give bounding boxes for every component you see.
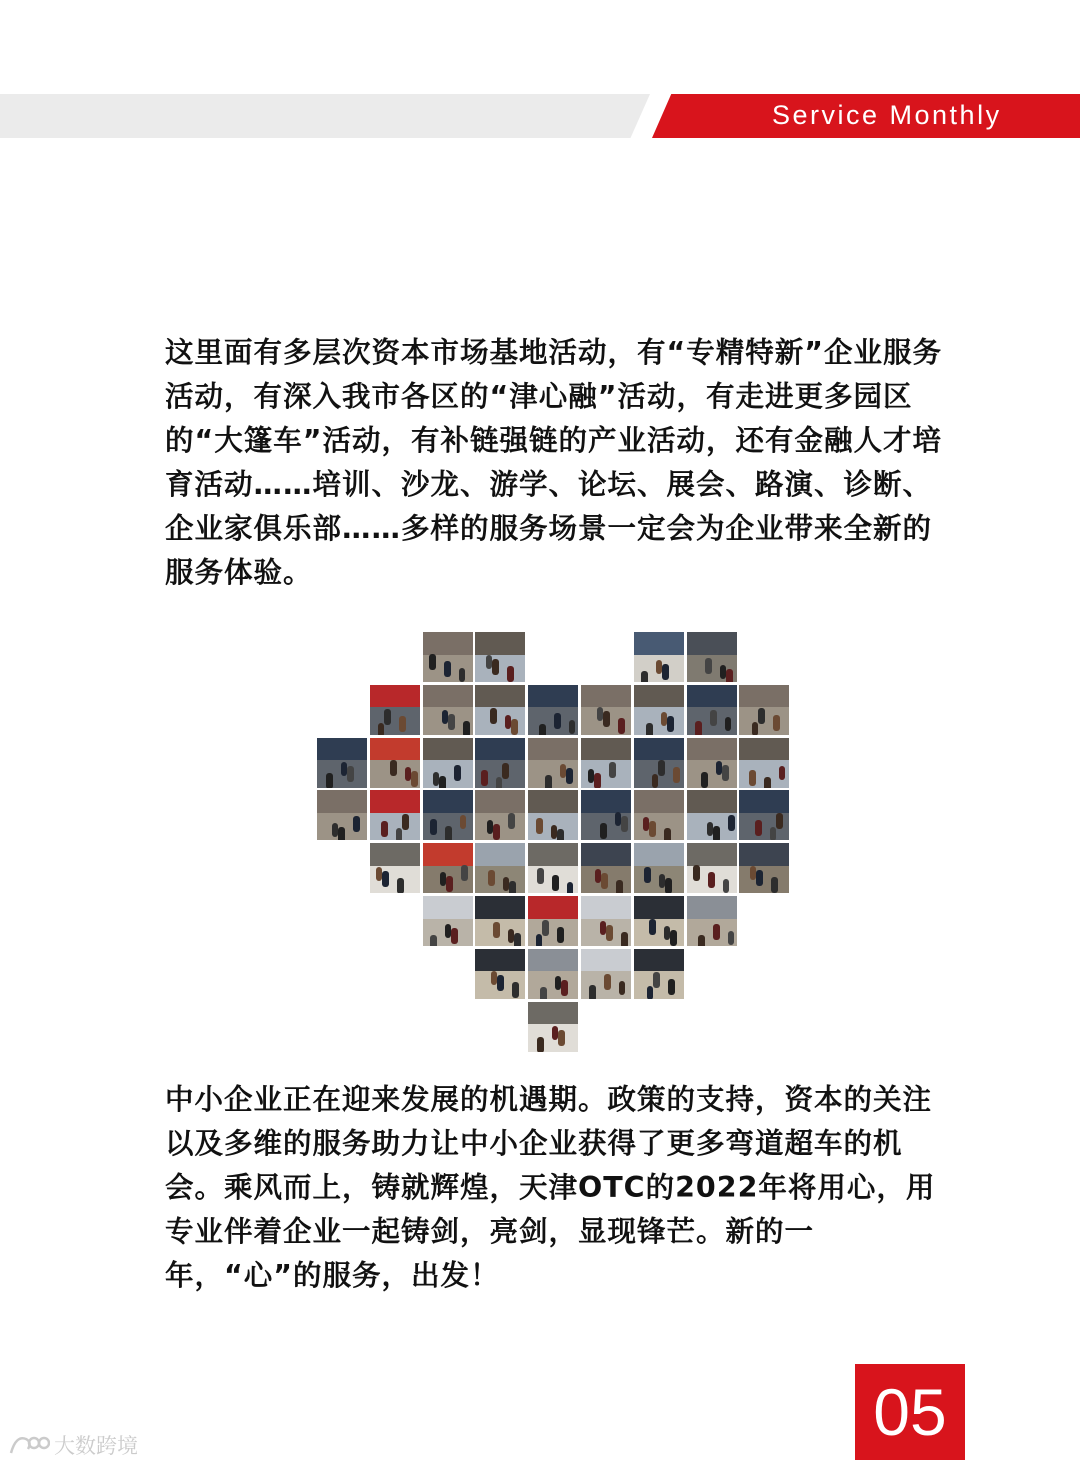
collage-photo: [528, 790, 578, 840]
collage-photo: [634, 685, 684, 735]
collage-photo: [739, 843, 789, 893]
collage-photo: [317, 738, 367, 788]
collage-photo: [581, 843, 631, 893]
collage-photo: [423, 790, 473, 840]
collage-photo: [475, 738, 525, 788]
body-paragraph-1: 这里面有多层次资本市场基地活动，有“专精特新”企业服务活动，有深入我市各区的“津心融”活动，有走进更多园区的“大篷车”活动，有补链强链的产业活动，还有金融人才培育活动……培训、沙龙、游学、论坛、展会、路演、诊断、企业家俱乐部……多样的服务场景一定会为企业带来全新的服务体验。: [165, 336, 942, 589]
heart-photo-collage: [317, 632, 791, 1052]
collage-photo: [634, 896, 684, 946]
collage-photo: [475, 632, 525, 682]
collage-photo: [423, 632, 473, 682]
collage-photo: [687, 632, 737, 682]
collage-photo: [581, 738, 631, 788]
collage-photo: [475, 790, 525, 840]
collage-photo: [528, 843, 578, 893]
collage-photo: [581, 949, 631, 999]
collage-photo: [370, 738, 420, 788]
collage-photo: [687, 896, 737, 946]
collage-photo: [739, 685, 789, 735]
page-number-box: [855, 1364, 965, 1460]
collage-photo: [687, 790, 737, 840]
collage-photo: [634, 790, 684, 840]
body-paragraph-2: 中小企业正在迎来发展的机遇期。政策的支持，资本的关注以及多维的服务助力让中小企业获得了更多弯道超车的机会。乘风而上，铸就辉煌，天津OTC的2022年将用心，用专业伴着企业一起铸剑，亮剑，显现锋芒。新的一年，“心”的服务，出发！: [165, 1083, 936, 1292]
collage-photo: [475, 685, 525, 735]
collage-photo: [581, 790, 631, 840]
collage-photo: [317, 790, 367, 840]
collage-photo: [687, 738, 737, 788]
collage-photo: [370, 843, 420, 893]
collage-photo: [475, 949, 525, 999]
header-title: Service Monthly: [772, 100, 1002, 130]
collage-photo: [423, 896, 473, 946]
collage-photo: [528, 685, 578, 735]
collage-photo: [634, 843, 684, 893]
collage-photo: [581, 685, 631, 735]
collage-photo: [528, 896, 578, 946]
collage-photo: [634, 738, 684, 788]
watermark-text: 大数跨境: [54, 1434, 138, 1458]
collage-photo: [475, 896, 525, 946]
collage-photo: [687, 843, 737, 893]
collage-photo: [581, 896, 631, 946]
collage-photo: [370, 685, 420, 735]
collage-photo: [423, 685, 473, 735]
collage-photo: [739, 738, 789, 788]
collage-photo: [528, 1002, 578, 1052]
collage-photo: [528, 738, 578, 788]
collage-photo: [528, 949, 578, 999]
collage-photo: [475, 843, 525, 893]
collage-photo: [634, 949, 684, 999]
watermark-logo-icon: [8, 1433, 50, 1457]
collage-photo: [634, 632, 684, 682]
page-number: 05: [873, 1375, 947, 1449]
header-grey-band: [0, 94, 650, 138]
collage-photo: [370, 790, 420, 840]
collage-photo: [423, 738, 473, 788]
watermark: [8, 1430, 138, 1460]
collage-photo: [423, 843, 473, 893]
collage-photo: [687, 685, 737, 735]
collage-photo: [739, 790, 789, 840]
